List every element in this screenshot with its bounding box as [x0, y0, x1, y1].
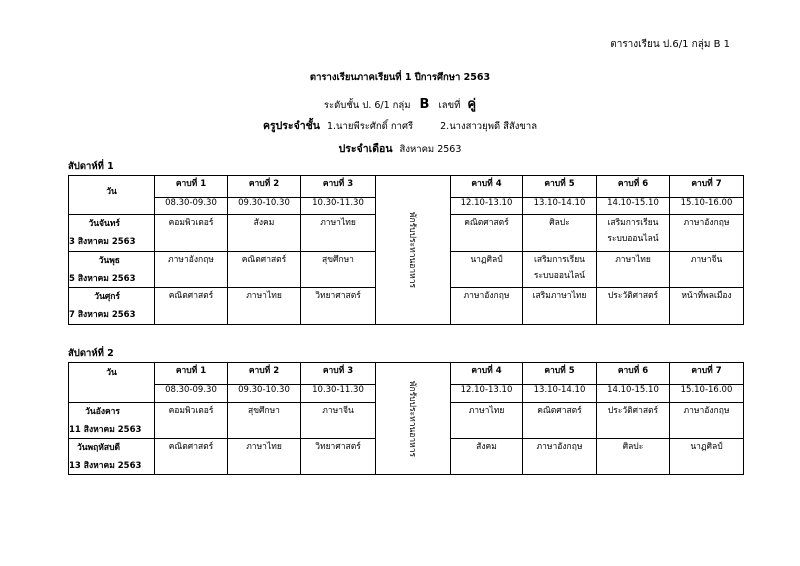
- teacher-2: 2.นางสาวยุพดี สีสังขาล: [440, 121, 538, 132]
- day-cell: [69, 403, 155, 439]
- period-header-1: คาบที่ 1: [155, 363, 228, 385]
- day-name: วันจันทร์: [88, 219, 120, 229]
- day-date: 11 สิงหาคม 2563: [69, 425, 142, 435]
- teacher-label: ครูประจำชั้น: [262, 120, 320, 132]
- subject-cell: คอมพิวเตอร์: [155, 403, 228, 439]
- subject-cell: นาฏศิลป์: [451, 252, 523, 288]
- subject-cell: ภาษาไทย: [228, 439, 301, 475]
- period-header-7: คาบที่ 7: [670, 176, 744, 198]
- level-prefix: ระดับชั้น ป. 6/1 กลุ่ม: [323, 100, 411, 111]
- period-header-2: คาบที่ 2: [228, 176, 301, 198]
- subject-cell: คณิตศาสตร์: [155, 439, 228, 475]
- period-header-4: คาบที่ 4: [451, 176, 523, 198]
- week-1-label: สัปดาห์ที่ 1: [68, 161, 114, 172]
- level-line: [0, 93, 800, 114]
- time-5: 13.10-14.10: [523, 385, 597, 403]
- day-date: 7 สิงหาคม 2563: [69, 310, 136, 320]
- period-header-6: คาบที่ 6: [597, 363, 670, 385]
- subject-cell: ศิลปะ: [523, 215, 597, 252]
- subject-cell: คณิตศาสตร์: [155, 288, 228, 325]
- subject-cell: ภาษาไทย: [451, 403, 523, 439]
- period-header-1: คาบที่ 1: [155, 176, 228, 198]
- period-header-3: คาบที่ 3: [301, 176, 376, 198]
- month-label: ประจำเดือน: [338, 143, 393, 155]
- day-date: 3 สิงหาคม 2563: [69, 237, 136, 247]
- day-header-cell: [69, 176, 155, 215]
- day-name: วันพฤหัสบดี: [76, 443, 120, 453]
- day-date: 5 สิงหาคม 2563: [69, 274, 136, 284]
- subject-cell: ศิลปะ: [597, 439, 670, 475]
- time-2: 09.30-10.30: [228, 198, 301, 215]
- time-7: 15.10-16.00: [670, 198, 744, 215]
- subject-cell: นาฏศิลป์: [670, 439, 744, 475]
- time-1: 08.30-09.30: [155, 385, 228, 403]
- subject-cell: ภาษาอังกฤษ: [451, 288, 523, 325]
- subject-cell: สังคม: [228, 215, 301, 252]
- period-header-4: คาบที่ 4: [451, 363, 523, 385]
- subject-cell: ภาษาอังกฤษ: [670, 215, 744, 252]
- time-7: 15.10-16.00: [670, 385, 744, 403]
- subject-cell: ภาษาไทย: [228, 288, 301, 325]
- teacher-1: 1.นายพีระศักดิ์ กาศรี: [326, 121, 414, 132]
- subject-cell: คอมพิวเตอร์: [155, 215, 228, 252]
- time-3: 10.30-11.30: [301, 198, 376, 215]
- subject-cell: หน้าที่พลเมือง: [670, 288, 744, 325]
- day-cell: [69, 252, 155, 288]
- day-header-cell: [69, 363, 155, 403]
- subject-cell: วิทยาศาสตร์: [301, 288, 376, 325]
- subject-cell: คณิตศาสตร์: [451, 215, 523, 252]
- teacher-line: [0, 117, 800, 134]
- period-header-5: คาบที่ 5: [523, 176, 597, 198]
- subject-cell: ภาษาอังกฤษ: [155, 252, 228, 288]
- period-header-6: คาบที่ 6: [597, 176, 670, 198]
- week-2-label: สัปดาห์ที่ 2: [68, 348, 114, 359]
- number-value: คู่: [467, 97, 477, 112]
- day-name: วันศุกร์: [94, 292, 120, 302]
- group-value: B: [419, 97, 430, 112]
- subject-cell: สุขศึกษา: [228, 403, 301, 439]
- time-2: 09.30-10.30: [228, 385, 301, 403]
- lunch-label: พักรับประทานอาหาร: [407, 211, 417, 289]
- period-header-2: คาบที่ 2: [228, 363, 301, 385]
- time-5: 13.10-14.10: [523, 198, 597, 215]
- month-line: [0, 140, 800, 157]
- time-4: 12.10-13.10: [451, 198, 523, 215]
- day-name: วันอังคาร: [85, 407, 120, 417]
- lunch-cell: [376, 363, 451, 475]
- period-header-5: คาบที่ 5: [523, 363, 597, 385]
- day-date: 13 สิงหาคม 2563: [69, 461, 142, 471]
- day-header: วัน: [106, 368, 117, 378]
- page-header: ตารางเรียน ป.6/1 กลุ่ม B 1: [610, 39, 730, 50]
- subject-cell: เสริมการเรียน ระบบออนไลน์: [523, 252, 597, 288]
- time-1: 08.30-09.30: [155, 198, 228, 215]
- subject-cell: ภาษาไทย: [597, 252, 670, 288]
- subject-cell: ประวัติศาสตร์: [597, 288, 670, 325]
- day-header: วัน: [106, 187, 117, 197]
- time-4: 12.10-13.10: [451, 385, 523, 403]
- lunch-cell: [376, 176, 451, 325]
- time-6: 14.10-15.10: [597, 198, 670, 215]
- time-6: 14.10-15.10: [597, 385, 670, 403]
- subject-cell: สังคม: [451, 439, 523, 475]
- number-label: เลขที่: [438, 100, 461, 111]
- day-name: วันพุธ: [98, 256, 120, 266]
- subject-cell: ภาษาอังกฤษ: [670, 403, 744, 439]
- subject-cell: คณิตศาสตร์: [228, 252, 301, 288]
- subject-cell: ประวัติศาสตร์: [597, 403, 670, 439]
- time-3: 10.30-11.30: [301, 385, 376, 403]
- page-title: ตารางเรียนภาคเรียนที่ 1 ปีการศึกษา 2563: [309, 72, 491, 83]
- day-cell: [69, 288, 155, 325]
- lunch-label: พักรับประทานอาหาร: [407, 380, 417, 457]
- subject-cell: ภาษาจีน: [670, 252, 744, 288]
- month-value: สิงหาคม 2563: [399, 144, 462, 155]
- subject-cell: ภาษาอังกฤษ: [523, 439, 597, 475]
- period-header-3: คาบที่ 3: [301, 363, 376, 385]
- subject-cell: คณิตศาสตร์: [523, 403, 597, 439]
- week-1-table: [68, 175, 744, 325]
- subject-cell: ภาษาจีน: [301, 403, 376, 439]
- subject-cell: สุขศึกษา: [301, 252, 376, 288]
- period-header-7: คาบที่ 7: [670, 363, 744, 385]
- subject-cell: เสริมภาษาไทย: [523, 288, 597, 325]
- subject-cell: วิทยาศาสตร์: [301, 439, 376, 475]
- subject-cell: ภาษาไทย: [301, 215, 376, 252]
- subject-cell: เสริมการเรียน ระบบออนไลน์: [597, 215, 670, 252]
- day-cell: [69, 215, 155, 252]
- day-cell: [69, 439, 155, 475]
- week-2-table: [68, 362, 744, 475]
